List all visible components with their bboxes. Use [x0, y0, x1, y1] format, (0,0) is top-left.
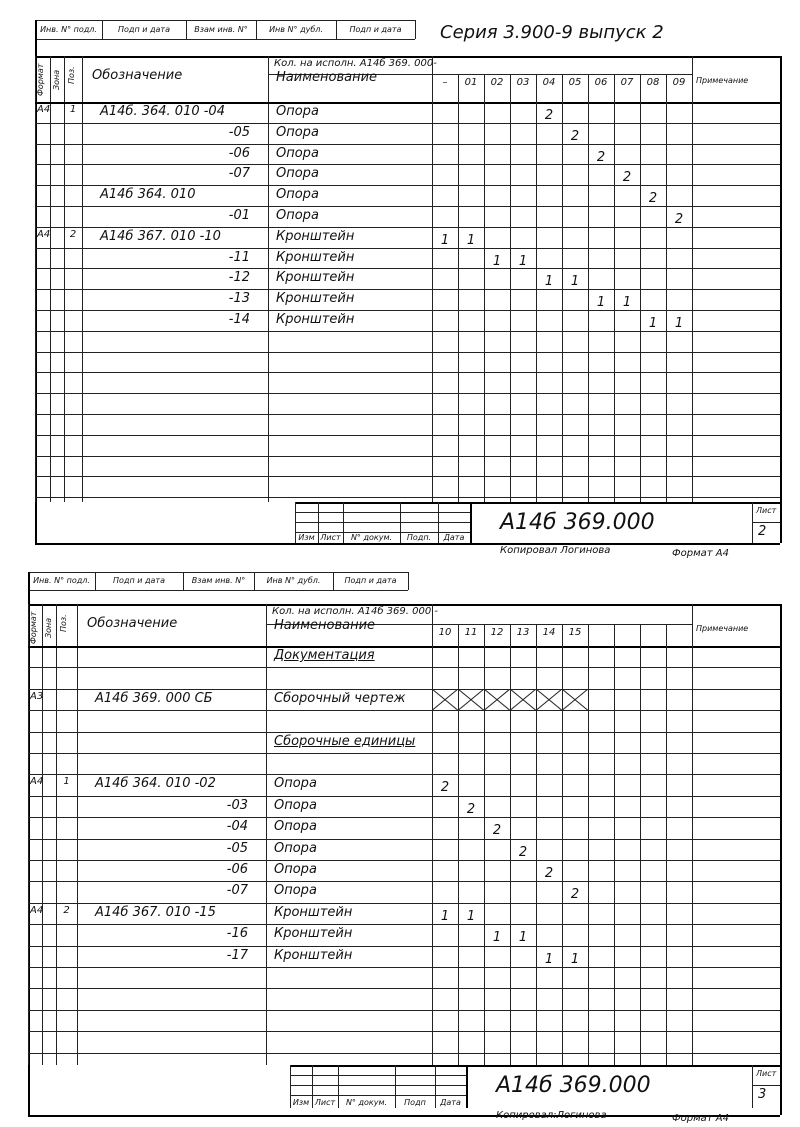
row-pos: 2 [69, 228, 77, 240]
col-name: Наименование [274, 618, 376, 633]
exec-col-label: 07 [620, 77, 634, 88]
row-name: Кронштейн [274, 926, 353, 942]
exec-col-label: 01 [464, 77, 478, 88]
exec-col-label: 05 [568, 77, 582, 88]
qty-cell: 1 [674, 316, 684, 331]
row-designation: -04 [226, 819, 248, 835]
row-designation: -13 [228, 291, 250, 307]
sheet-number: 3 [758, 1087, 767, 1102]
row-name: Сборочный чертеж [274, 690, 406, 706]
title-col-label: Подп [404, 1098, 426, 1107]
series-title: Серия 3.900-9 выпуск 2 [440, 22, 664, 43]
row-pos: 1 [63, 776, 70, 788]
qty-cell: 1 [622, 295, 632, 311]
copied-by: Копировал:Логинова [496, 1110, 607, 1121]
col-designation: Обозначение [87, 616, 178, 631]
exec-col-label: 04 [542, 77, 556, 88]
col-pos: Поз. [67, 66, 76, 84]
title-col-label: N° докум. [350, 533, 393, 542]
row-pos: 2 [63, 904, 70, 916]
row-designation: -07 [228, 166, 250, 182]
qty-cell: 1 [570, 274, 580, 290]
title-col-label: Подп. [406, 533, 432, 542]
qty-cell: 2 [674, 212, 684, 227]
stamp-label: Инв N° дубл. [266, 576, 321, 585]
col-note: Примечание [696, 76, 749, 85]
row-name: Кронштейн [276, 312, 355, 327]
qty-cell: 2 [596, 149, 606, 165]
col-zone: Зона [44, 617, 53, 638]
row-name: Опора [274, 862, 317, 877]
qty-cell: 2 [518, 844, 528, 860]
title-col-label: Лист [320, 533, 341, 542]
row-format: А4 [30, 904, 44, 916]
stamp-label: Инв. N° подл. [40, 25, 97, 34]
row-name: Опора [274, 840, 317, 856]
row-name: Опора [274, 797, 317, 813]
qty-cell: 1 [596, 295, 606, 311]
row-designation: -16 [226, 926, 248, 942]
row-designation: -05 [228, 124, 250, 140]
row-name: Кронштейн [276, 249, 355, 265]
sheet-label: Лист [756, 1069, 777, 1078]
row-name: Кронштейн [276, 228, 355, 244]
exec-col-label: 08 [646, 77, 660, 88]
exec-col-label: 15 [568, 627, 582, 638]
stamp-label: Подп и дата [349, 25, 402, 34]
qty-cell: 1 [466, 232, 476, 248]
qty-cell: 2 [492, 823, 502, 839]
row-designation: -03 [226, 797, 248, 813]
col-designation: Обозначение [92, 68, 183, 83]
copied-by: Копировал Логинова [500, 545, 611, 556]
row-designation: -14 [228, 312, 250, 327]
qty-cell: 1 [518, 930, 528, 946]
title-col-label: Лист [314, 1098, 336, 1107]
qty-cell: 1 [440, 232, 450, 248]
doc-number: А14б 369.000 [496, 1073, 651, 1098]
exec-col-label: 02 [490, 77, 504, 88]
qty-cell: 2 [570, 887, 580, 903]
col-pos: Поз. [59, 614, 68, 632]
row-designation: А14б 367. 010 -10 [100, 228, 221, 244]
row-designation: А14б 364. 010 -02 [95, 776, 216, 792]
stamp-label: Инв. N° подл. [33, 576, 90, 585]
col-name: Наименование [276, 70, 378, 85]
row-designation: -06 [226, 862, 248, 877]
stamp-label: Подп и дата [344, 576, 397, 585]
title-col-label: N° докум. [345, 1098, 388, 1107]
col-format: Формат [36, 63, 45, 96]
exec-col-label: 14 [542, 627, 556, 638]
qty-cell: 2 [466, 801, 476, 817]
qty-cell: 1 [648, 316, 658, 331]
row-name: Кронштейн [276, 291, 355, 307]
row-name: Опора [274, 883, 317, 899]
col-format: Формат [29, 611, 38, 644]
qty-cell: 1 [492, 253, 502, 269]
sheet-number: 2 [758, 524, 767, 539]
row-designation: -17 [226, 947, 248, 963]
col-note: Примечание [696, 624, 749, 633]
qty-cell: 2 [570, 128, 580, 144]
row-format: А4 [30, 776, 44, 788]
stamp-label: Подп и дата [113, 576, 165, 585]
qty-cell: 1 [518, 253, 528, 269]
row-name: Кронштейн [276, 270, 355, 286]
row-pos: 1 [69, 104, 77, 115]
row-name: Кронштейн [274, 947, 353, 963]
stamp-label: Подп и дата [118, 25, 170, 34]
qty-cell: 2 [622, 170, 632, 186]
row-name: Опора [276, 187, 319, 203]
doc-number: А14б 369.000 [500, 510, 655, 535]
qty-cell: 1 [570, 951, 580, 967]
row-designation: А14б. 364. 010 -04 [100, 104, 225, 119]
cross-marks [432, 689, 588, 710]
row-designation: А14б 367. 010 -15 [95, 904, 216, 920]
row-name: Опора [274, 776, 317, 792]
qty-cell: 1 [440, 908, 450, 924]
title-col-label: Дата [443, 533, 465, 542]
exec-col-label: 13 [516, 627, 530, 638]
row-format: А4 [37, 228, 51, 240]
row-designation: -12 [228, 270, 250, 286]
stamp-label: Взам инв. N° [191, 576, 246, 585]
row-designation: А14б 369. 000 СБ [95, 690, 213, 706]
row-designation: -07 [226, 883, 248, 899]
row-name: Опора [274, 819, 317, 835]
exec-col-label: 10 [438, 627, 452, 638]
row-format: А4 [37, 104, 51, 115]
exec-col-label: – [442, 77, 448, 88]
row-designation: -01 [228, 208, 250, 223]
sheet-label: Лист [756, 506, 777, 515]
exec-col-label: 11 [464, 627, 478, 638]
row-designation: -06 [228, 145, 250, 161]
title-col-label: Изм [298, 533, 315, 542]
stamp-label: Взам инв. N° [194, 25, 248, 34]
row-name: Кронштейн [274, 904, 353, 920]
qty-cell: 1 [544, 274, 554, 290]
title-col-label: Дата [440, 1098, 461, 1107]
qty-cell: 2 [544, 108, 554, 123]
row-name: Опора [276, 145, 319, 161]
qty-cell: 1 [544, 951, 554, 967]
row-designation: А14б 364. 010 [100, 187, 196, 203]
qty-cell: 2 [648, 191, 658, 207]
qty-cell: 1 [466, 908, 476, 924]
qty-cell: 1 [492, 930, 502, 946]
col-qty: Кол. на исполн. А14б 369. 000 - [272, 606, 438, 617]
exec-col-label: 09 [672, 77, 686, 88]
qty-cell: 2 [544, 866, 554, 881]
row-name: Опора [276, 166, 319, 182]
format-label: Формат А4 [672, 1113, 729, 1124]
format-label: Формат А4 [672, 548, 729, 559]
exec-col-label: 06 [594, 77, 608, 88]
col-zone: Зона [52, 69, 61, 90]
exec-col-label: 03 [516, 77, 530, 88]
title-col-label: Изм [292, 1098, 310, 1107]
stamp-label: Инв N° дубл. [269, 25, 323, 34]
row-name: Сборочные единицы [274, 733, 416, 749]
col-qty: Кол. на исполн. А14б 369. 000- [274, 58, 437, 69]
exec-col-label: 12 [490, 627, 504, 638]
qty-cell: 2 [440, 780, 450, 796]
row-designation: -05 [226, 840, 248, 856]
row-name: Опора [276, 208, 319, 223]
row-name: Опора [276, 104, 319, 119]
row-name: Опора [276, 124, 319, 140]
row-designation: -11 [228, 249, 250, 265]
row-format: А3 [30, 690, 44, 702]
row-name: Документация [274, 648, 375, 663]
